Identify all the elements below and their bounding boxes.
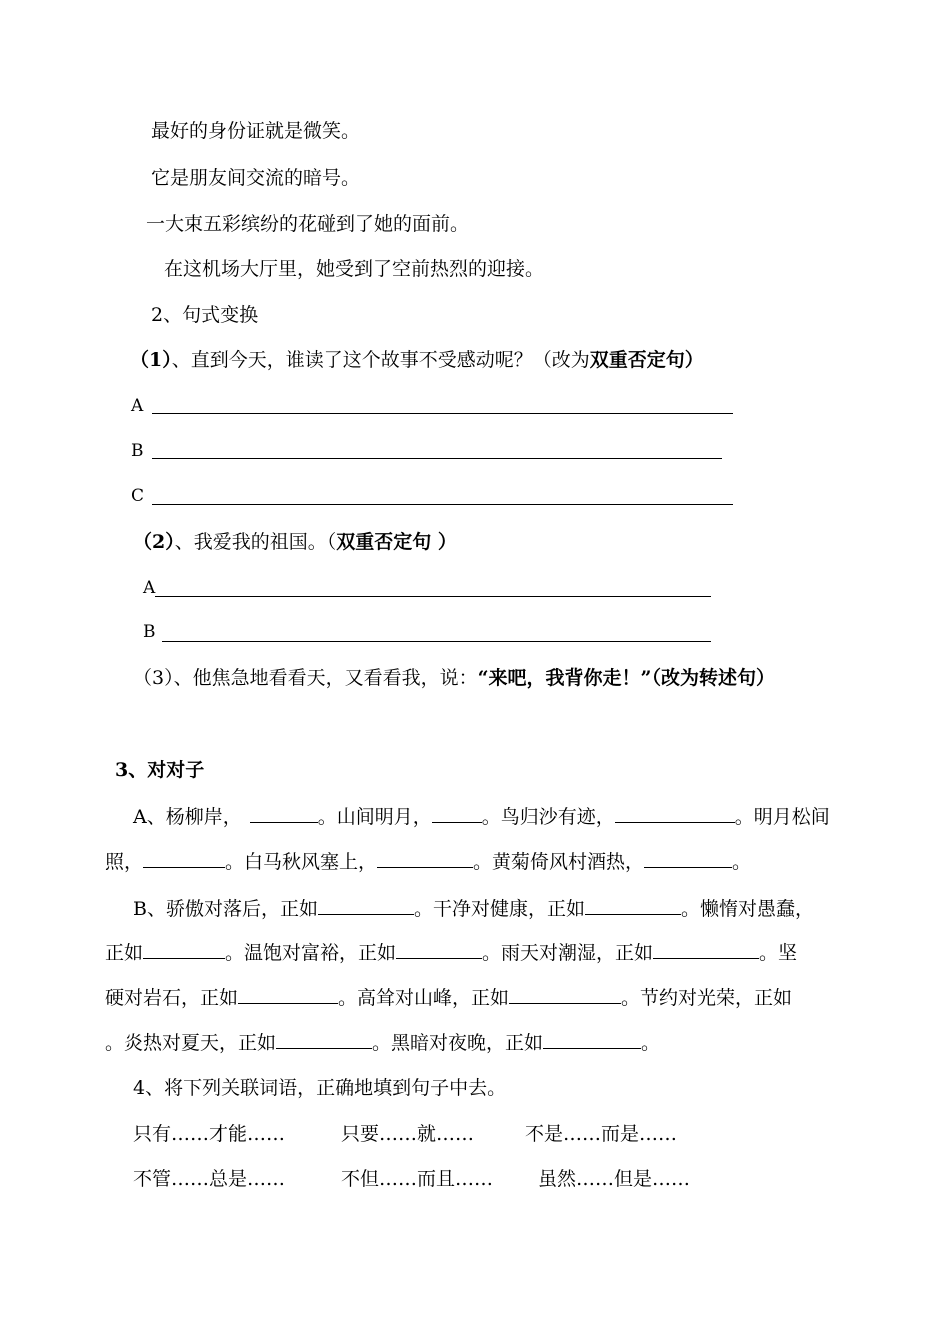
b2-text-1: 正如	[105, 942, 144, 964]
connective-2: 只要……就……	[341, 1123, 475, 1145]
section-4-title: 4、将下列关联词语，正确地填到句子中去。	[133, 1077, 507, 1099]
question-2-3	[133, 666, 775, 690]
blank-a4[interactable]	[143, 849, 225, 868]
section-2-title: 2、句式变换	[151, 304, 259, 326]
couplet-b-line-2	[105, 940, 797, 965]
q1-label-c: C	[131, 486, 145, 506]
blank-a2[interactable]	[432, 804, 482, 823]
b3-text-1: 硬对岩石，正如	[105, 987, 239, 1009]
section-3-title: 3、对对子	[115, 759, 205, 781]
blank-b4[interactable]	[396, 940, 482, 959]
b4-text-1: 。炎热对夏天，正如	[105, 1032, 277, 1054]
q2-answer-line-a[interactable]	[155, 596, 711, 597]
blank-a3[interactable]	[615, 804, 735, 823]
connective-4: 不管……总是……	[133, 1168, 286, 1190]
sentence-1: 最好的身份证就是微笑。	[151, 120, 361, 142]
q3-bold-word: 我	[545, 667, 565, 689]
sentence-4: 在这机场大厅里，她受到了空前热烈的迎接。	[164, 258, 545, 280]
q1-label-b: B	[131, 441, 144, 461]
couplet-a-line-1	[133, 804, 830, 829]
b3-text-3: 。节约对光荣，正如	[621, 987, 793, 1009]
q2-prefix: （2）	[133, 531, 175, 553]
q3-text: （3）、他焦急地看看天，又看看我，说：	[133, 667, 478, 689]
q1-prefix: （1）	[130, 349, 172, 371]
b3-text-2: 。高耸对山峰，正如	[338, 987, 510, 1009]
q3-rest: 背你走！”（改为转述句）	[564, 667, 775, 689]
blank-b2[interactable]	[585, 896, 681, 915]
blank-b3[interactable]	[143, 940, 225, 959]
a2-text-1: 照，	[105, 851, 144, 873]
q1-label-a: A	[131, 396, 144, 416]
a1-text-1: A、杨柳岸，	[133, 806, 242, 828]
connective-row-2	[133, 1167, 690, 1191]
connective-5: 不但……而且……	[341, 1168, 494, 1190]
blank-a1[interactable]	[250, 804, 318, 823]
b1-text-1: B、骄傲对落后，正如	[133, 898, 318, 920]
couplet-b-line-1	[133, 896, 814, 921]
a2-text-2: 。白马秋风塞上，	[225, 851, 378, 873]
b1-text-3: 。懒惰对愚蠢，	[680, 898, 814, 920]
blank-b1[interactable]	[318, 896, 414, 915]
a2-text-3: 。黄菊倚风村酒热，	[473, 851, 645, 873]
couplet-b-line-4	[105, 1030, 660, 1055]
couplet-a-line-2	[105, 849, 751, 874]
q1-bold: 双重否定句）	[589, 349, 704, 371]
connective-3: 不是……而是……	[525, 1123, 678, 1145]
b1-text-2: 。干净对健康，正如	[413, 898, 585, 920]
blank-b6[interactable]	[238, 985, 338, 1004]
b2-text-4: 。坚	[759, 942, 798, 964]
a2-text-4: 。	[732, 851, 752, 873]
q1-text: 、直到今天，谁读了这个故事不受感动呢？（改为	[171, 349, 590, 371]
couplet-b-line-3	[105, 985, 792, 1010]
q1-answer-line-c[interactable]	[152, 504, 733, 505]
blank-b9[interactable]	[543, 1030, 641, 1049]
b4-text-2: 。黑暗对夜晚，正如	[372, 1032, 544, 1054]
sentence-3: 一大束五彩缤纷的花碰到了她的面前。	[146, 213, 470, 235]
a1-text-2: 。山间明月，	[317, 806, 432, 828]
question-2-1	[130, 348, 704, 372]
q1-answer-line-a[interactable]	[152, 413, 733, 414]
b2-text-2: 。温饱对富裕，正如	[225, 942, 397, 964]
blank-a5[interactable]	[377, 849, 473, 868]
blank-b8[interactable]	[276, 1030, 372, 1049]
q2-bold: 双重否定句 ）	[336, 531, 457, 553]
blank-a6[interactable]	[644, 849, 732, 868]
q2-text: 、我爱我的祖国。（	[174, 531, 337, 553]
question-2-2	[133, 530, 457, 554]
connective-1: 只有……才能……	[133, 1123, 286, 1145]
b4-text-3: 。	[641, 1032, 661, 1054]
q2-label-a: A	[143, 578, 156, 598]
a1-text-3: 。鸟归沙有迹，	[481, 806, 615, 828]
connective-6: 虽然……但是……	[538, 1168, 691, 1190]
b2-text-3: 。雨天对潮湿，正如	[482, 942, 654, 964]
q1-answer-line-b[interactable]	[152, 458, 722, 459]
q2-label-b: B	[143, 622, 156, 642]
blank-b7[interactable]	[509, 985, 621, 1004]
q3-quote-open: “来吧，	[477, 667, 546, 689]
a1-text-4: 。明月松间	[734, 806, 830, 828]
sentence-2: 它是朋友间交流的暗号。	[151, 167, 361, 189]
blank-b5[interactable]	[653, 940, 759, 959]
q2-answer-line-b[interactable]	[162, 641, 711, 642]
connective-row-1	[133, 1122, 677, 1146]
